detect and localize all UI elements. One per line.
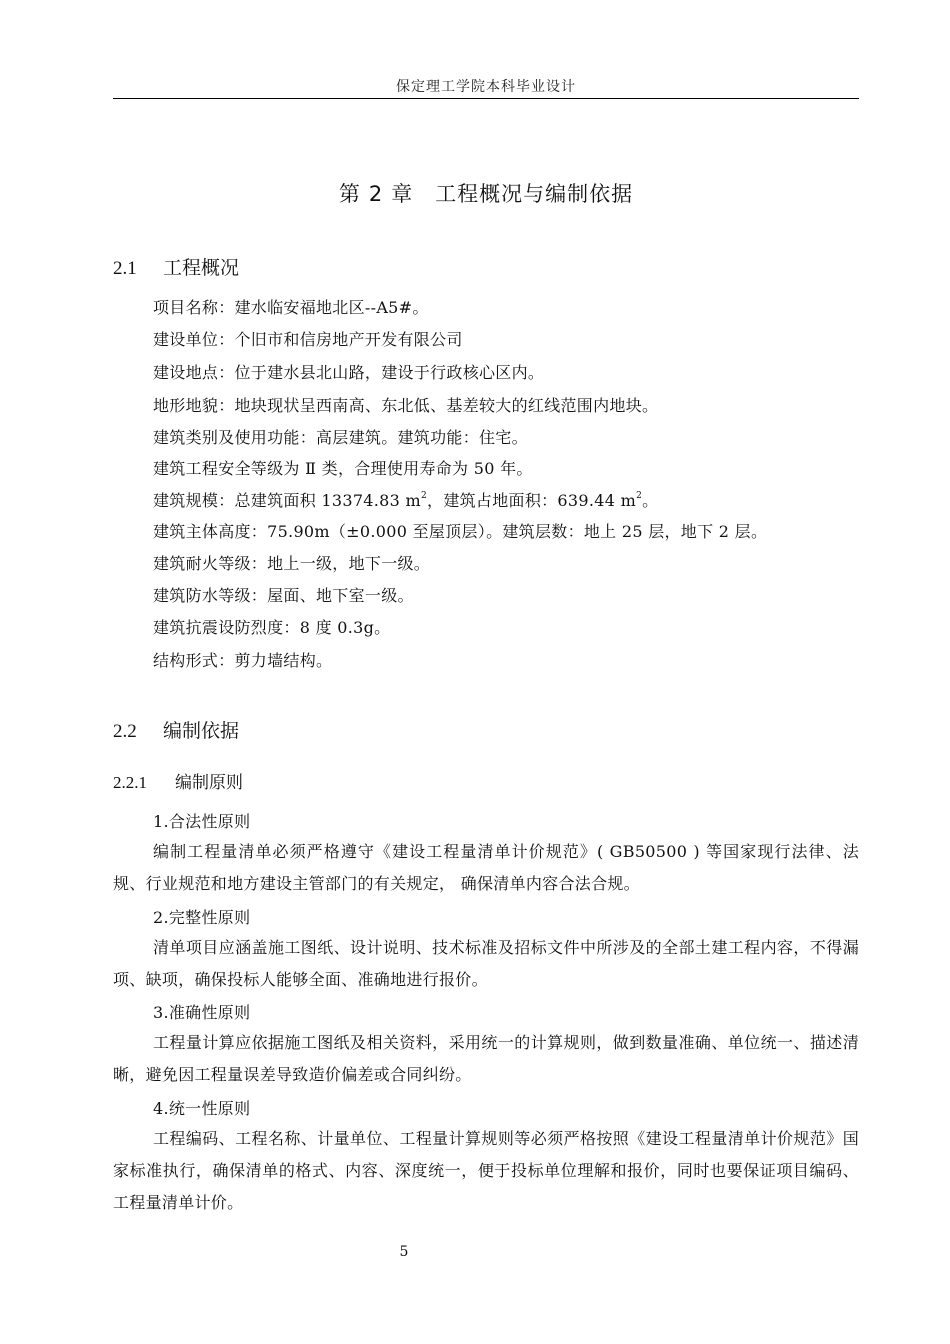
section-number: 2.1 (113, 258, 137, 279)
principle-heading: 3.准确性原则 (153, 1003, 251, 1022)
chapter-number: 2 (368, 182, 384, 206)
overview-item: 建筑防水等级：屋面、地下室一级。 (153, 586, 414, 605)
chapter-label-prefix: 第 (338, 182, 361, 206)
overview-item: 建筑工程安全等级为 Ⅱ 类，合理使用寿命为 50 年。 (153, 459, 533, 478)
overview-item: 结构形式：剪力墙结构。 (153, 651, 333, 670)
section-title: 编制依据 (163, 720, 240, 742)
scale-prefix: 建筑规模：总建筑面积 13374.83 m (153, 491, 421, 510)
section-number: 2.2 (113, 721, 137, 742)
superscript: 2 (636, 491, 643, 501)
overview-item: 项目名称：建水临安福地北区--A5#。 (153, 298, 429, 317)
header-divider (113, 98, 859, 99)
overview-item: 建筑耐火等级：地上一级，地下一级。 (153, 554, 431, 573)
superscript: 2 (421, 491, 428, 501)
section-title: 工程概况 (163, 257, 240, 279)
chapter-heading-text: 工程概况与编制依据 (435, 182, 634, 206)
subsection-number: 2.2.1 (113, 773, 147, 792)
page-number: 5 (399, 1244, 409, 1260)
overview-item: 地形地貌：地块现状呈西南高、东北低、基差较大的红线范围内地块。 (153, 396, 659, 415)
section-heading-2-2 (113, 716, 239, 743)
principle-heading: 2.完整性原则 (153, 908, 251, 927)
principle-heading: 1.合法性原则 (153, 812, 251, 831)
overview-item-scale (153, 488, 658, 511)
principle-heading: 4.统一性原则 (153, 1099, 251, 1118)
chapter-title (113, 178, 859, 208)
subsection-title: 编制原则 (175, 773, 243, 793)
principle-text: 工程量计算应依据施工图纸及相关资料，采用统一的计算规则，做到数量准确、单位统一、描述清晰，避免因工程量误差导致造价偏差或合同纠纷。 (113, 1033, 859, 1084)
overview-item: 建筑抗震设防烈度：8 度 0.3g。 (153, 618, 391, 637)
scale-suffix: 。 (642, 491, 659, 510)
principle-text: 编制工程量清单必须严格遵守《建设工程量清单计价规范》( GB50500 ) 等国家现行法律、法规、行业规范和地方建设主管部门的有关规定， 确保清单内容合法合规。 (113, 842, 859, 893)
overview-item: 建设单位：个旧市和信房地产开发有限公司 (153, 330, 463, 349)
overview-item: 建筑类别及使用功能：高层建筑。建筑功能：住宅。 (153, 428, 528, 447)
principle-text: 工程编码、工程名称、计量单位、工程量计算规则等必须严格按照《建设工程量清单计价规范》国家标准执行，确保清单的格式、内容、深度统一，便于投标单位理解和报价，同时也要保证项目编码、工程量清单计价。 (113, 1129, 859, 1212)
subsection-heading-2-2-1 (113, 768, 243, 793)
overview-item: 建设地点：位于建水县北山路，建设于行政核心区内。 (153, 363, 545, 382)
scale-middle: ，建筑占地面积：639.44 m (427, 491, 637, 510)
running-header: 保定理工学院本科毕业设计 (396, 79, 576, 95)
overview-item: 建筑主体高度：75.90m（±0.000 至屋顶层）。建筑层数：地上 25 层，地下 2 层。 (153, 522, 768, 541)
chapter-label-suffix: 章 (391, 182, 414, 206)
section-heading-2-1 (113, 253, 239, 280)
principle-text: 清单项目应涵盖施工图纸、设计说明、技术标准及招标文件中所涉及的全部土建工程内容，不得漏项、缺项，确保投标人能够全面、准确地进行报价。 (113, 938, 859, 989)
